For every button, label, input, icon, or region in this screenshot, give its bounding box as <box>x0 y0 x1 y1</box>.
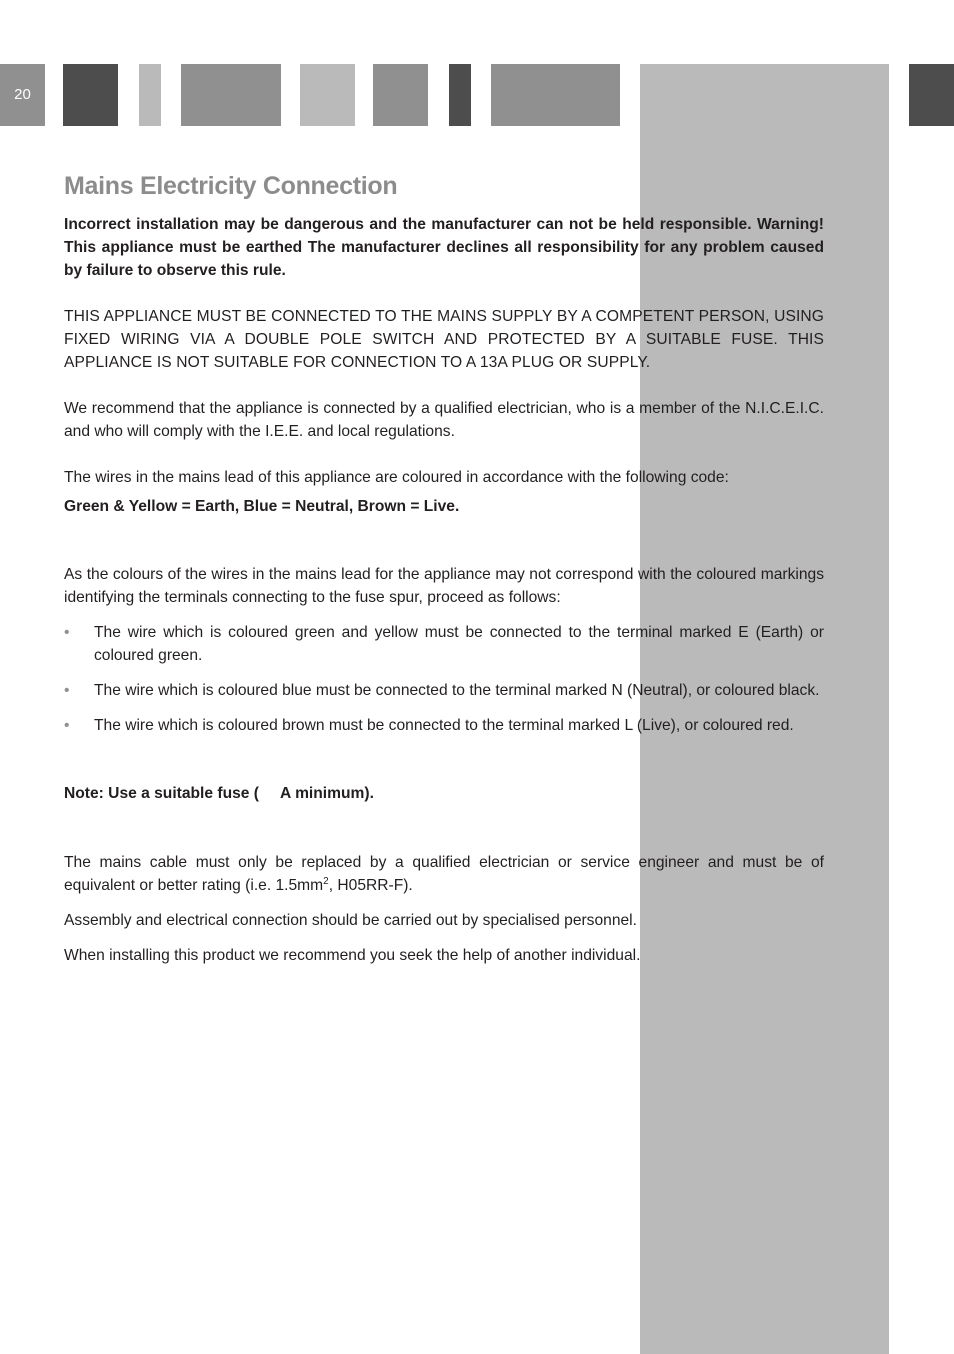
header-block <box>491 64 620 126</box>
assembly-text: Assembly and electrical connection should be carried out by specialised personnel. <box>64 912 637 929</box>
installing-text: When installing this product we recommend you seek the help of another individual. <box>64 947 641 964</box>
competent-person-text: THIS APPLIANCE MUST BE CONNECTED TO THE MAINS SUPPLY BY A COMPETENT PERSON, USING FIXED WIRING VIA A DOUBLE POLE SWITCH AND PROTECTED BY A SUITABLE FUSE. THIS APPLIANCE IS NOT SUITABLE FOR CONNECTION TO A 13A PLUG OR SUPPLY. <box>64 308 824 371</box>
wire-instructions-list <box>64 621 824 737</box>
bullet-icon: • <box>64 682 70 699</box>
cable-replace-text: The mains cable must only be replaced by a qualified electrician or service engineer and must be of equivalent or better rating (i.e. $1.5mm^2$, H05RR-F). <box>64 854 824 894</box>
header-block <box>139 64 161 126</box>
colours-note-text: As the colours of the wires in the mains lead for the appliance may not correspond with the coloured markings identifying the terminals connecting to the fuse spur, proceed as follows: <box>64 566 824 606</box>
header-block <box>373 64 428 126</box>
page-content <box>64 172 824 967</box>
page-number: 20 <box>0 64 45 126</box>
header-block <box>909 64 954 126</box>
header-block <box>181 64 281 126</box>
header-block <box>300 64 355 126</box>
header-block <box>63 64 118 126</box>
list-item: • The wire which is coloured blue must be connected to the terminal marked N (Neutral), or coloured black. <box>64 679 824 702</box>
list-item: • The wire which is coloured green and yellow must be connected to the terminal marked E (Earth) or coloured green. <box>64 621 824 667</box>
recommend-text: We recommend that the appliance is connected by a qualified electrician, who is a member of the N.I.C.E.I.C. and who will comply with the I.E.E. and local regulations. <box>64 400 824 440</box>
colour-code-text: Green & Yellow = Earth, Blue = Neutral, Brown = Live. <box>64 498 460 515</box>
warning-text: Incorrect installation may be dangerous and the manufacturer can not be held responsible. Warning! This appliance must be earthed The manufacturer declines all responsibility for any problem caused by failure to observe this rule. <box>64 216 824 279</box>
bullet-icon: • <box>64 624 70 641</box>
wires-intro-text: The wires in the mains lead of this appliance are coloured in accordance with the following code: <box>64 469 729 486</box>
header-block <box>449 64 471 126</box>
fuse-note-text: Note: Use a suitable fuse ( A minimum). <box>64 785 374 802</box>
list-item: • The wire which is coloured brown must be connected to the terminal marked L (Live), or coloured red. <box>64 714 824 737</box>
page-title: Mains Electricity Connection <box>64 172 398 200</box>
bullet-icon: • <box>64 717 70 734</box>
